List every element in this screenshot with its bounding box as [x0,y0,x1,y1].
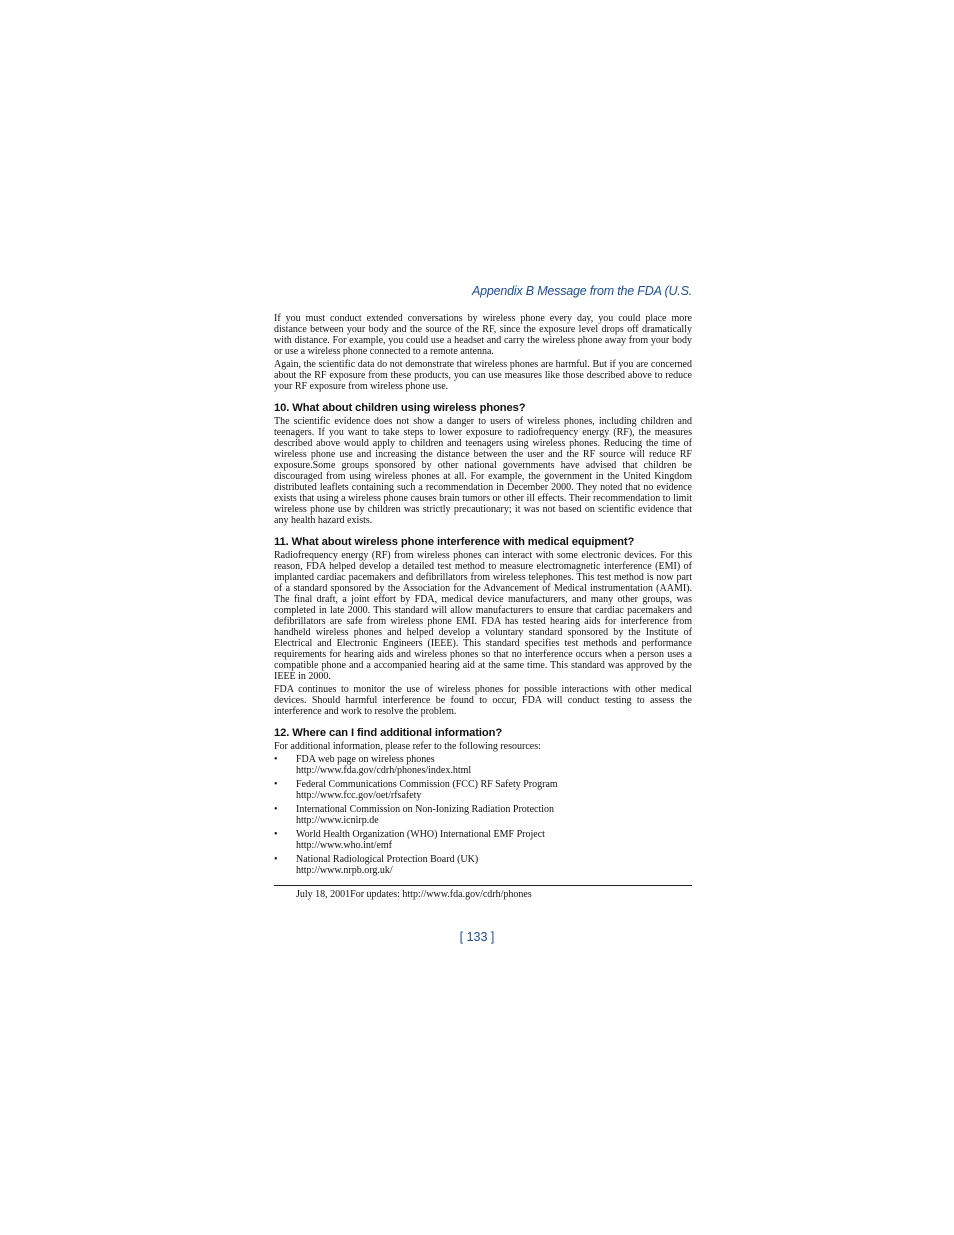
section-heading-12: 12. Where can I find additional information? [274,727,503,739]
section-heading-11: 11. What about wireless phone interference with medical equipment? [274,536,635,548]
footnote: July 18, 2001For updates: http://www.fda.gov/cdrh/phones [296,889,532,900]
resource-item [274,804,692,826]
resource-link[interactable]: http://www.nrpb.org.uk/ [296,865,393,876]
resource-name: World Health Organization (WHO) International EMF Project [296,829,545,840]
bullet: • [274,804,278,815]
section-11-paragraph-2: FDA continues to monitor the use of wireless phones for possible interactions with other medical devices. Should harmful interference be found to occur, FDA will conduct testing to assess the interference and work to resolve the problem. [274,684,692,717]
resource-link[interactable]: http://www.icnirp.de [296,815,379,826]
section-10-paragraph-1: The scientific evidence does not show a danger to users of wireless phones, including children and teenagers. If you want to take steps to lower exposure to radiofrequency energy (RF), the measures described above would apply to children and teenagers using wireless phones. Reducing the time of wireless phone use and increasing the distance between the user and the RF source will reduce RF exposure.Some groups sponsored by other national governments have advised that children be discouraged from using wireless phones at all. For example, the government in the United Kingdom distributed leaflets containing such a recommendation in December 2000. They noted that no evidence exists that using a wireless phone causes brain tumors or other ill effects. Their recommendation to limit wireless phone use by children was strictly precautionary; it was not based on scientific evidence that any health hazard exists. [274,416,692,526]
resource-item [274,829,692,851]
intro-paragraph-1: If you must conduct extended conversations by wireless phone every day, you could place more distance between your body and the source of the RF, since the exposure level drops off dramatically with distance. For example, you could use a headset and carry the wireless phone away from your body or use a wireless phone connected to a remote antenna. [274,313,692,357]
bullet: • [274,779,278,790]
resource-name: FDA web page on wireless phones [296,754,435,765]
page-number: [ 133 ] [459,930,495,944]
resource-list [274,754,692,876]
resource-link[interactable]: http://www.who.int/emf [296,840,393,851]
resource-link[interactable]: http://www.fcc.gov/oet/rfsafety [296,790,422,801]
section-heading-10: 10. What about children using wireless phones? [274,402,526,414]
intro-paragraph-2: Again, the scientific data do not demonstrate that wireless phones are harmful. But if you are concerned about the RF exposure from these products, you can use measures like those described above to reduce your RF exposure from wireless phone use. [274,359,692,392]
resource-item [274,754,692,776]
bullet: • [274,754,278,765]
running-header: Appendix B Message from the FDA (U.S. [471,284,692,298]
section-11-paragraph-1: Radiofrequency energy (RF) from wireless phones can interact with some electronic devices. For this reason, FDA helped develop a detailed test method to measure electromagnetic interference (EMI) of implanted cardiac pacemakers and defibrillators from wireless telephones. This test method is now part of a standard sponsored by the Association for the Advancement of Medical instrumentation (AAMI). The final draft, a joint effort by FDA, medical device manufacturers, and many other groups, was completed in late 2000. This standard will allow manufacturers to ensure that cardiac pacemakers and defibrillators are safe from wireless phone EMI. FDA has tested hearing aids for interference from handheld wireless phones and helped develop a voluntary standard sponsored by the Institute of Electrical and Electronic Engineers (IEEE). This standard specifies test methods and performance requirements for hearing aids and wireless phones so that no interference occurs when a person uses a compatible phone and a accompanied hearing aid at the same time. This standard was approved by the IEEE in 2000. [274,550,692,682]
resource-name: National Radiological Protection Board (UK) [296,854,479,865]
document-page [274,284,692,900]
resource-name: International Commission on Non-Ionizing Radiation Protection [296,804,555,815]
footnote-divider [274,885,692,886]
section-12-paragraph-1: For additional information, please refer to the following resources: [274,741,541,752]
resource-name: Federal Communications Commission (FCC) RF Safety Program [296,779,558,790]
bullet: • [274,854,278,865]
resource-link[interactable]: http://www.fda.gov/cdrh/phones/index.html [296,765,472,776]
resource-item [274,779,692,801]
resource-item [274,854,692,876]
bullet: • [274,829,278,840]
